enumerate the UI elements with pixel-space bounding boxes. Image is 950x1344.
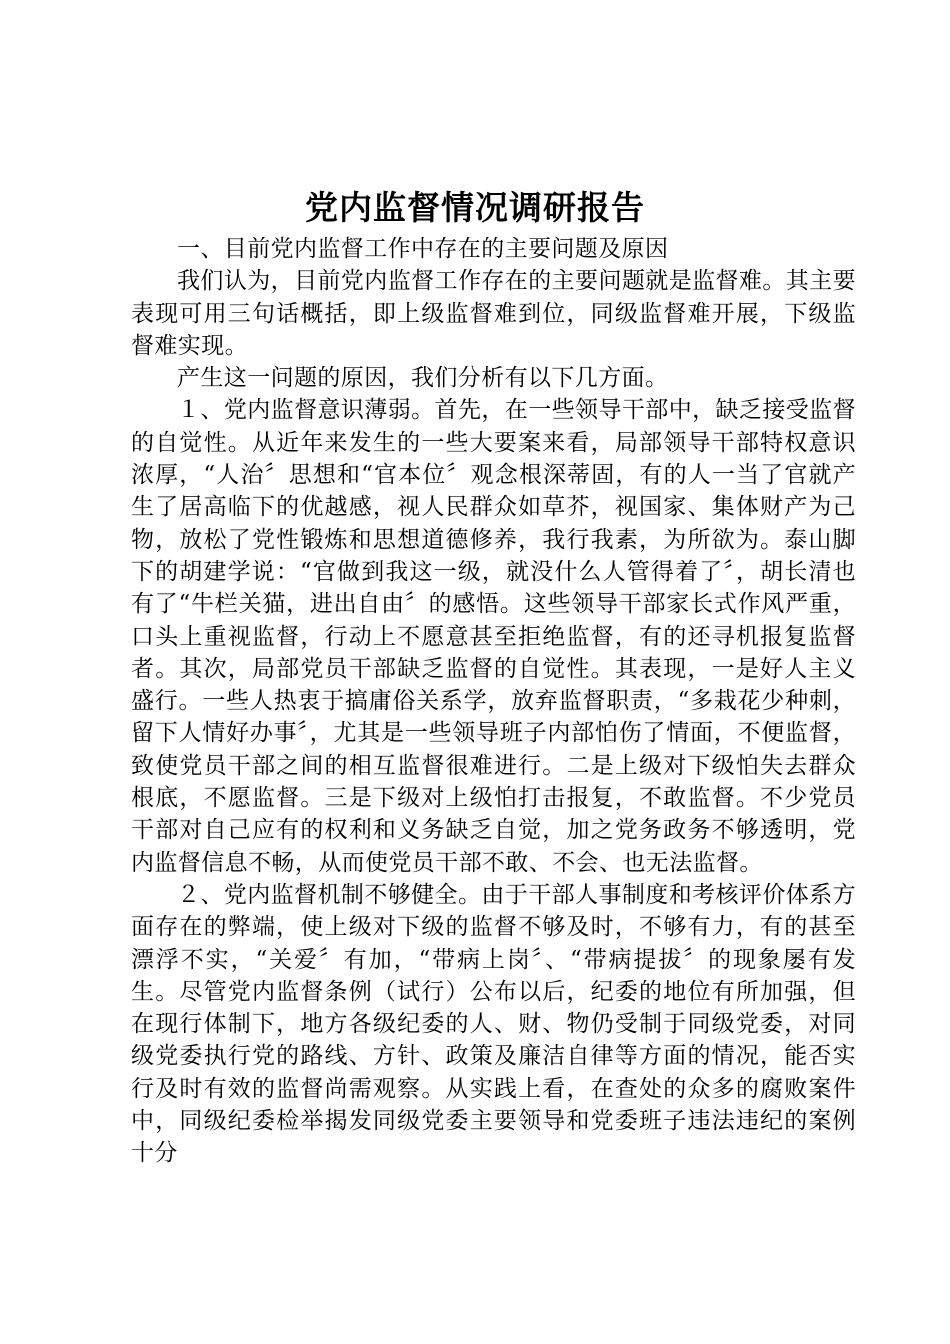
document-title: 党内监督情况调研报告 — [305, 188, 645, 227]
document-body — [131, 233, 856, 1170]
paragraph: ２、党内监督机制不够健全。由于干部人事制度和考核评价体系方面存在的弊端，使上级对下级的监督不够及时，不够有力，有的甚至漂浮不实，“关爱〞有加，“带病上岗〞、“带病提拔〞的现象屡有发生。尽管党内监督条例（试行）公布以后，纪委的地位有所加强，但在现行体制下，地方各级纪委的人、财、物仍受制于同级党委，对同级党委执行党的路线、方针、政策及廉洁自律等方面的情况，能否实行及时有效的监督尚需观察。从实践上看，在查处的众多的腐败案件中，同级纪委检举揭发同级党委主要领导和党委班子违法违纪的案例十分 — [131, 881, 856, 1167]
paragraph: 我们认为，目前党内监督工作存在的主要问题就是监督难。其主要表现可用三句话概括，即上级监督难到位，同级监督难开展，下级监督难实现。 — [131, 268, 856, 359]
section-heading: 一、目前党内监督工作中存在的主要问题及原因 — [177, 236, 669, 262]
paragraph: １、党内监督意识薄弱。首先，在一些领导干部中，缺乏接受监督的自觉性。从近年来发生的一些大要案来看，局部领导干部特权意识浓厚，“人治〞思想和“官本位〞观念根深蒂固，有的人一当了官就产生了居高临下的优越感，视人民群众如草芥，视国家、集体财产为己物，放松了党性锻炼和思想道德修养，我行我素，为所欲为。泰山脚下的胡建学说：“官做到我这一级，就没什么人管得着了〞，胡长清也有了“牛栏关猫，进出自由〞的感悟。这些领导干部家长式作风严重，口头上重视监督，行动上不愿意甚至拒绝监督，有的还寻机报复监督者。其次，局部党员干部缺乏监督的自觉性。其表现，一是好人主义盛行。一些人热衷于搞庸俗关系学，放弃监督职责，“多栽花少种刺，留下人情好办事〞，尤其是一些领导班子内部怕伤了情面，不便监督，致使党员干部之间的相互监督很难进行。二是上级对下级怕失去群众根底，不愿监督。三是下级对上级怕打击报复，不敢监督。不少党员干部对自己应有的权利和义务缺乏自觉，加之党务政务不够透明，党内监督信息不畅，从而使党员干部不敢、不会、也无法监督。 — [131, 397, 856, 876]
paragraph: 产生这一问题的原因，我们分析有以下几方面。 — [177, 365, 669, 392]
